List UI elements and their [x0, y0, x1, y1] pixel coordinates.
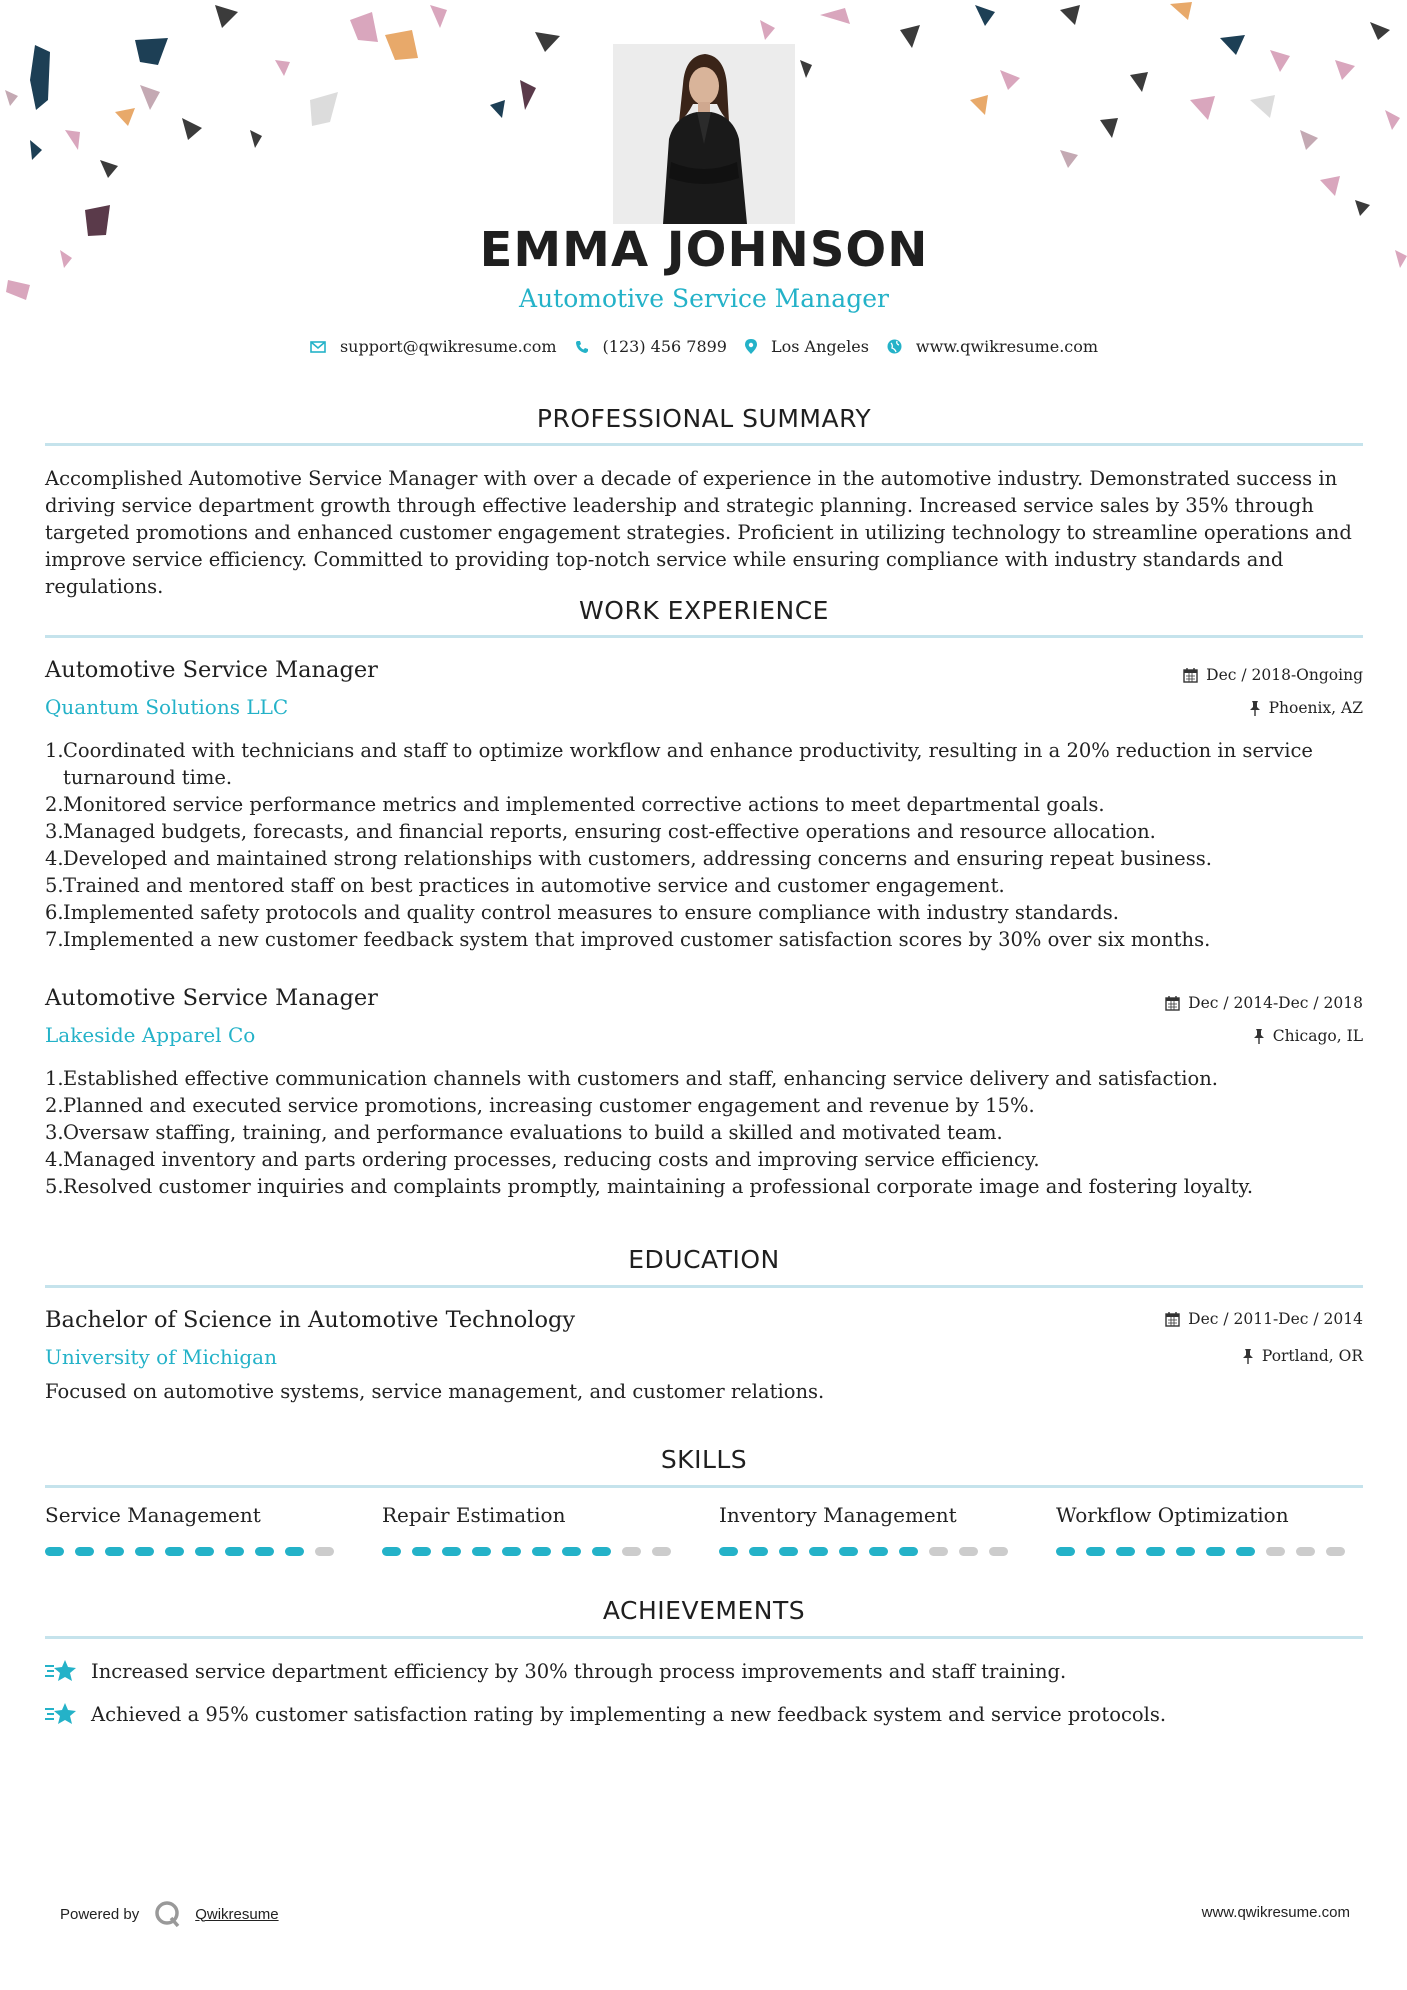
list-item: 3. Oversaw staffing, training, and performance evaluations to build a skilled and motivated team.	[45, 1121, 1003, 1144]
skill-dot-filled	[135, 1547, 154, 1556]
job-bullets	[45, 737, 1363, 953]
job-title: Automotive Service Manager	[45, 657, 378, 683]
job-location	[1249, 699, 1363, 717]
skill-rating	[382, 1547, 682, 1556]
skill-dot-filled	[75, 1547, 94, 1556]
job-dates	[1165, 994, 1363, 1012]
job-location-text: Chicago, IL	[1272, 1027, 1363, 1045]
candidate-name: EMMA JOHNSON	[479, 222, 929, 278]
skill-item	[45, 1503, 345, 1556]
list-item: 5. Resolved customer inquiries and complaints promptly, maintaining a professional corporate image and fostering loyalty.	[45, 1175, 1254, 1198]
skill-name: Inventory Management	[719, 1503, 957, 1527]
list-item: 3. Managed budgets, forecasts, and financial reports, ensuring cost-effective operations and resource allocation.	[45, 820, 1156, 843]
skill-dot-filled	[869, 1547, 888, 1556]
skill-dot-filled	[165, 1547, 184, 1556]
education-school: University of Michigan	[45, 1345, 277, 1369]
skill-dot-filled	[285, 1547, 304, 1556]
skill-name: Service Management	[45, 1503, 261, 1527]
skills-divider	[45, 1485, 1363, 1488]
skill-rating	[45, 1547, 345, 1556]
job-location	[1253, 1027, 1363, 1045]
skill-dot-filled	[809, 1547, 828, 1556]
skill-dot-filled	[225, 1547, 244, 1556]
envelope-icon	[310, 341, 326, 353]
achievements-heading: ACHIEVEMENTS	[602, 1596, 806, 1625]
achievement-text: Increased service department efficiency by 30% through process improvements and staff training.	[91, 1659, 1067, 1683]
phone-icon	[575, 340, 589, 354]
list-item: 5. Trained and mentored staff on best practices in automotive service and customer engagement.	[45, 874, 1005, 897]
footer-website-link[interactable]: www.qwikresume.com	[1201, 1904, 1350, 1921]
skill-dot-filled	[592, 1547, 611, 1556]
summary-text: Accomplished Automotive Service Manager with over a decade of experience in the automotive industry. Demonstrated success in driving service department growth through effective leadership and strategic planning. Increased service sales by 35% through targeted promotions and enhanced customer engagement strategies. Proficient in utilizing technology to streamline operations and improve service efficiency. Committed to providing top-notch service while ensuring compliance with industry standards and regulations.	[45, 467, 1352, 598]
job-location-text: Phoenix, AZ	[1268, 699, 1363, 717]
skill-dot-filled	[1116, 1547, 1135, 1556]
job-dates-text: Dec / 2018-Ongoing	[1206, 666, 1363, 684]
list-item: 4. Managed inventory and parts ordering processes, reducing costs and improving service efficiency.	[45, 1148, 1040, 1171]
skill-dot-empty	[622, 1547, 641, 1556]
job-company: Lakeside Apparel Co	[45, 1023, 256, 1047]
skill-dot-filled	[382, 1547, 401, 1556]
skill-dot-filled	[749, 1547, 768, 1556]
education-description: Focused on automotive systems, service management, and customer relations.	[45, 1380, 825, 1403]
contact-location-text: Los Angeles	[770, 337, 869, 356]
skill-dot-empty	[315, 1547, 334, 1556]
job-dates-text: Dec / 2014-Dec / 2018	[1188, 994, 1363, 1012]
job-bullets	[45, 1065, 1363, 1200]
skill-dot-filled	[562, 1547, 581, 1556]
map-pin-icon	[745, 339, 757, 354]
profile-photo	[613, 44, 795, 224]
skill-dot-empty	[1326, 1547, 1345, 1556]
achievements-divider	[45, 1636, 1363, 1639]
skill-dot-empty	[1296, 1547, 1315, 1556]
skill-dot-empty	[1266, 1547, 1285, 1556]
list-item: 7. Implemented a new customer feedback system that improved customer satisfaction scores by 30% over six months.	[45, 928, 1211, 951]
job-title: Automotive Service Manager	[45, 985, 378, 1011]
star-icon	[45, 1701, 79, 1727]
skills-heading: SKILLS	[660, 1445, 748, 1474]
job-dates	[1183, 666, 1363, 684]
contact-email[interactable]	[310, 337, 557, 356]
skill-rating	[719, 1547, 1019, 1556]
education-location-text: Portland, OR	[1261, 1347, 1363, 1365]
skill-name: Repair Estimation	[382, 1503, 566, 1527]
list-item: 1. Established effective communication channels with customers and staff, enhancing service delivery and satisfaction.	[45, 1067, 1219, 1090]
skill-item	[382, 1503, 682, 1556]
skill-dot-filled	[472, 1547, 491, 1556]
footer-brand-link[interactable]: Qwikresume	[195, 1905, 279, 1923]
summary-heading: PROFESSIONAL SUMMARY	[536, 404, 872, 433]
contact-location	[745, 337, 869, 356]
list-item: 6. Implemented safety protocols and quality control measures to ensure compliance with industry standards.	[45, 901, 1119, 924]
achievement-item	[45, 1658, 1066, 1684]
contact-email-text: support@qwikresume.com	[339, 337, 557, 356]
skill-dot-filled	[532, 1547, 551, 1556]
skill-dot-filled	[105, 1547, 124, 1556]
skill-dot-filled	[1146, 1547, 1165, 1556]
pushpin-icon	[1242, 1349, 1254, 1364]
education-divider	[45, 1285, 1363, 1288]
skill-dot-empty	[929, 1547, 948, 1556]
list-item: 1. Coordinated with technicians and staff to optimize workflow and enhance productivity, resulting in a 20% reduction in service turnaround time.	[45, 739, 1313, 789]
list-item: 4. Developed and maintained strong relationships with customers, addressing concerns and ensuring repeat business.	[45, 847, 1212, 870]
globe-icon	[887, 339, 902, 354]
qwikresume-logo-icon	[153, 1900, 183, 1928]
job-company: Quantum Solutions LLC	[45, 695, 289, 719]
contact-phone[interactable]	[575, 337, 727, 356]
skill-dot-empty	[652, 1547, 671, 1556]
skill-dot-filled	[442, 1547, 461, 1556]
pushpin-icon	[1249, 701, 1261, 716]
achievement-item	[45, 1701, 1166, 1727]
list-item: 2. Planned and executed service promotions, increasing customer engagement and revenue by 15%.	[45, 1094, 1035, 1117]
skill-dot-filled	[779, 1547, 798, 1556]
skill-dot-empty	[959, 1547, 978, 1556]
skill-dot-filled	[1086, 1547, 1105, 1556]
education-location	[1242, 1347, 1363, 1365]
skill-dot-filled	[1056, 1547, 1075, 1556]
skill-item	[719, 1503, 1019, 1556]
contact-website-text: www.qwikresume.com	[915, 337, 1099, 356]
contact-website[interactable]	[887, 337, 1098, 356]
achievement-text: Achieved a 95% customer satisfaction rating by implementing a new feedback system and service protocols.	[91, 1702, 1167, 1726]
skill-dot-filled	[195, 1547, 214, 1556]
experience-heading: WORK EXPERIENCE	[579, 596, 829, 625]
calendar-icon	[1165, 996, 1180, 1011]
skill-dot-filled	[719, 1547, 738, 1556]
skill-dot-filled	[899, 1547, 918, 1556]
education-dates	[1165, 1310, 1363, 1328]
skill-dot-filled	[412, 1547, 431, 1556]
star-icon	[45, 1658, 79, 1684]
experience-divider	[45, 635, 1363, 638]
skill-dot-filled	[839, 1547, 858, 1556]
education-heading: EDUCATION	[628, 1245, 780, 1274]
education-dates-text: Dec / 2011-Dec / 2014	[1188, 1310, 1363, 1328]
summary-divider	[45, 443, 1363, 446]
contact-bar	[45, 337, 1363, 356]
skill-dot-empty	[989, 1547, 1008, 1556]
skill-dot-filled	[255, 1547, 274, 1556]
skill-name: Workflow Optimization	[1056, 1503, 1289, 1527]
candidate-role: Automotive Service Manager	[519, 284, 889, 313]
calendar-icon	[1165, 1312, 1180, 1327]
skill-dot-filled	[1206, 1547, 1225, 1556]
calendar-icon	[1183, 668, 1198, 683]
skill-dot-filled	[502, 1547, 521, 1556]
skill-dot-filled	[45, 1547, 64, 1556]
pushpin-icon	[1253, 1029, 1265, 1044]
skill-rating	[1056, 1547, 1356, 1556]
footer	[60, 1900, 1350, 1928]
footer-powered-by: Powered by	[60, 1905, 140, 1923]
contact-phone-text: (123) 456 7899	[602, 337, 727, 356]
skill-dot-filled	[1176, 1547, 1195, 1556]
skill-dot-filled	[1236, 1547, 1255, 1556]
education-degree: Bachelor of Science in Automotive Technology	[45, 1307, 576, 1333]
skill-item	[1056, 1503, 1356, 1556]
list-item: 2. Monitored service performance metrics and implemented corrective actions to meet departmental goals.	[45, 793, 1105, 816]
